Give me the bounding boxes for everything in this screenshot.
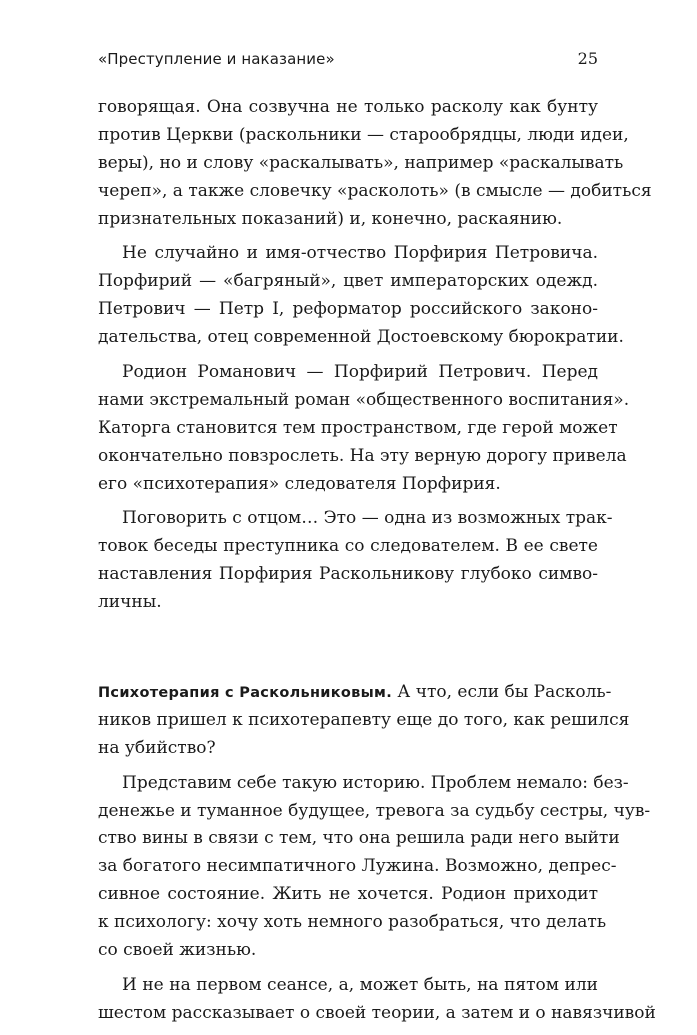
text-line: нами экстремальный роман «общественного воспитания». [98, 389, 630, 410]
text-line: череп», а также словечку «расколоть» (в смысле — добиться [98, 180, 652, 201]
text-line: со своей жизнью. [98, 940, 257, 961]
text-line: Петрович — Петр I, реформатор российского законо- [98, 299, 598, 320]
text-line: личны. [98, 592, 162, 613]
paragraph [98, 505, 613, 617]
text-line: Каторга становится тем пространством, где герой может [98, 417, 618, 438]
text-line: к психологу: хочу хоть немного разобраться, что делать [98, 912, 607, 933]
paragraph [98, 679, 630, 763]
text-line: И не на первом сеансе, а, может быть, на пятом или [122, 974, 598, 995]
text-line: товок беседы преступника со следователем. В ее свете [98, 536, 598, 557]
text-line: веры), но и слову «раскалывать», например «раскалывать [98, 152, 624, 173]
text-line: Не случайно и имя-отчество Порфирия Петровича. [122, 243, 598, 264]
text-line: шестом рассказывает о своей теории, а затем и о навязчивой [98, 1002, 656, 1023]
text-line [98, 679, 612, 707]
paragraph [98, 770, 651, 965]
running-title: «Преступление и наказание» [98, 50, 335, 68]
text-line: дательства, отец современной Достоевскому бюрократии. [98, 327, 624, 348]
text-line: против Церкви (раскольники — старообрядцы, люди идеи, [98, 124, 629, 145]
paragraph [98, 359, 630, 498]
text-line: Родион Романович — Порфирий Петрович. Перед [122, 362, 598, 383]
text-line: денежье и туманное будущее, тревога за судьбу сестры, чув- [98, 800, 651, 821]
text-line: Порфирий — «багряный», цвет императорских одежд. [98, 271, 598, 292]
text-line: его «психотерапия» следователя Порфирия. [98, 473, 501, 494]
page-number: 25 [577, 49, 598, 68]
text-line: признательных показаний) и, конечно, раскаянию. [98, 208, 563, 229]
text-line: говорящая. Она созвучна не только расколу как бунту [98, 97, 598, 117]
paragraph [98, 94, 652, 233]
text-line: Представим себе такую историю. Проблем немало: без- [122, 772, 629, 793]
text-line: ство вины в связи с тем, что она решила ради него выйти [98, 828, 620, 849]
section-first-line-rest: А что, если бы Расколь- [397, 682, 612, 703]
section [98, 679, 656, 1028]
text-line: сивное состояние. Жить не хочется. Родион приходит [98, 884, 598, 905]
text-line: ников пришел к психотерапевту еще до того, как решился [98, 709, 630, 730]
body-text [98, 94, 656, 1035]
text-line: за богатого несимпатичного Лужина. Возможно, депрес- [98, 856, 617, 877]
text-line: Поговорить с отцом… Это — одна из возможных трак- [122, 508, 613, 529]
paragraph [98, 240, 624, 352]
text-line: окончательно повзрослеть. На эту верную дорогу привела [98, 445, 627, 466]
text-line: наставления Порфирия Раскольникову глубоко симво- [98, 564, 598, 585]
running-header [98, 50, 598, 72]
text-line: на убийство? [98, 737, 216, 758]
section-heading: Психотерапия с Раскольниковым. [98, 685, 393, 702]
